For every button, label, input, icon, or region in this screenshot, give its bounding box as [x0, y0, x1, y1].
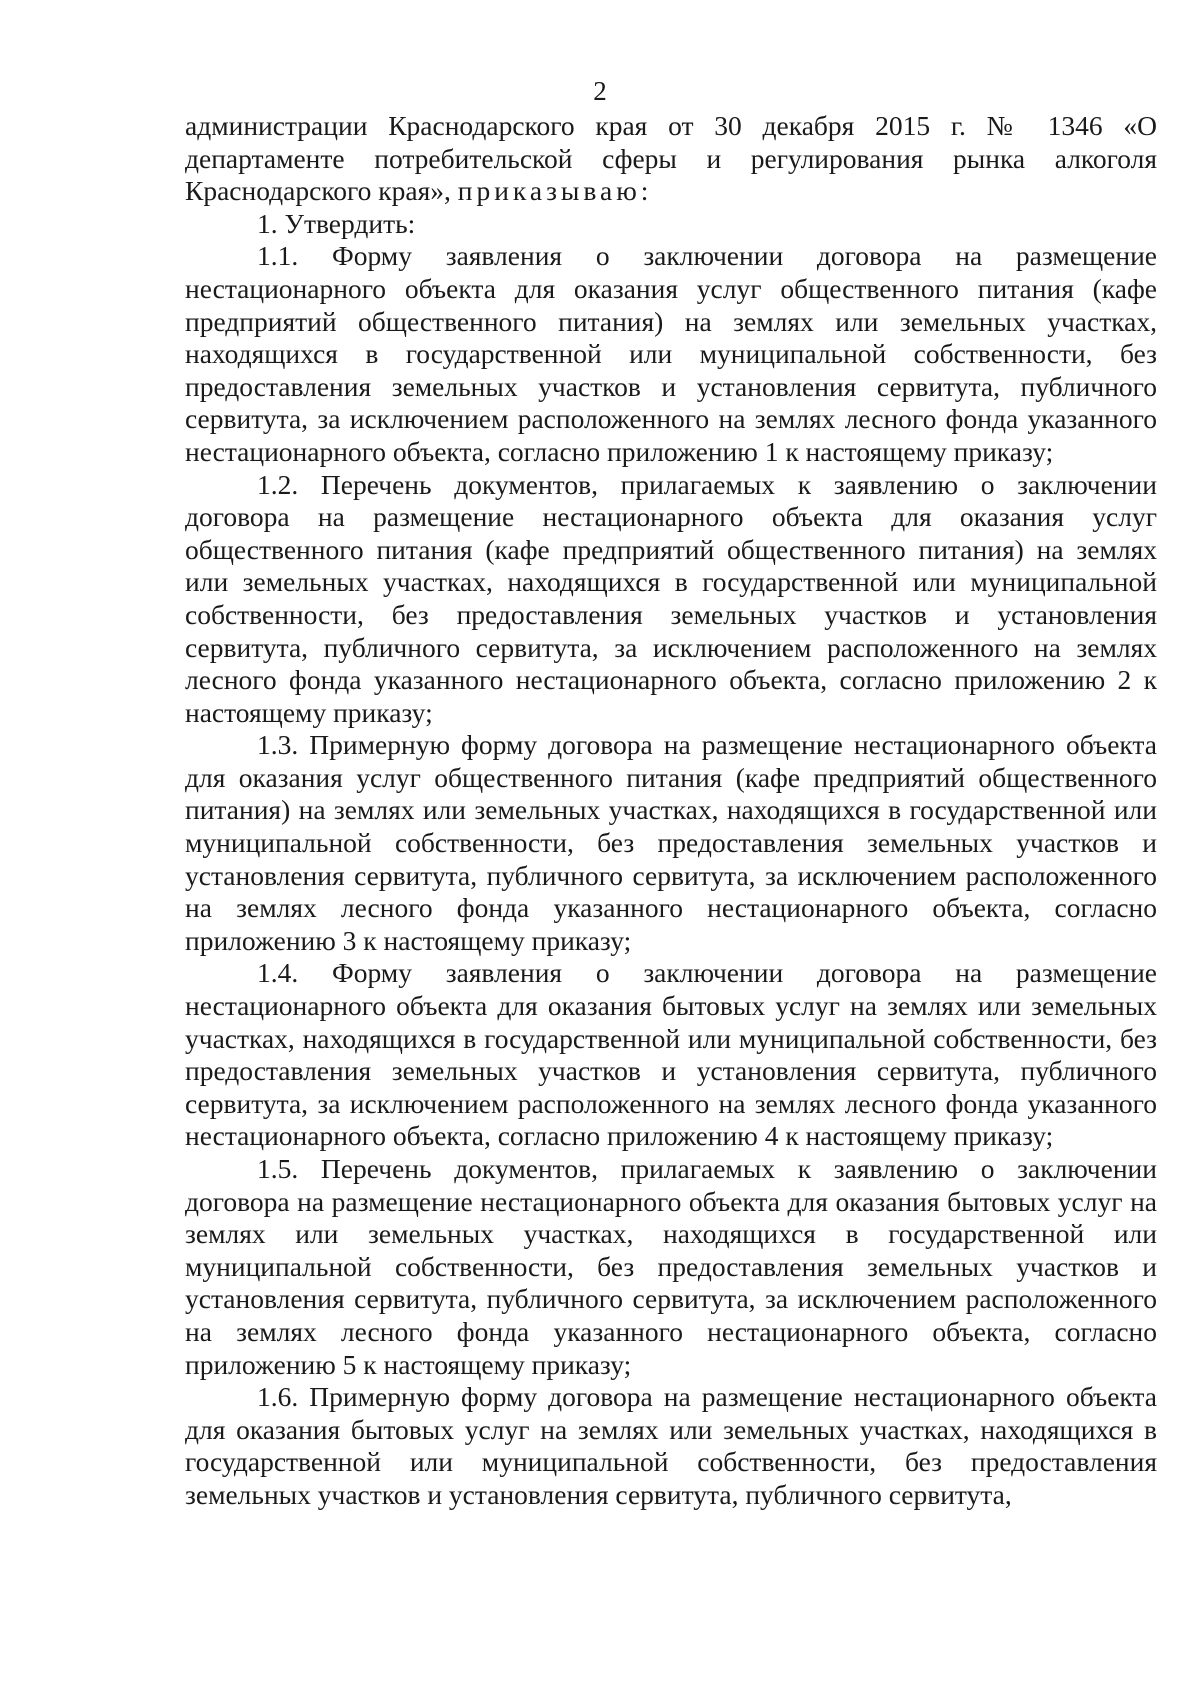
intro-paragraph — [185, 110, 1157, 208]
item-1-4: 1.4. Форму заявления о заключении договора на размещение нестационарного объекта для оказания бытовых услуг на землях или земельных участках, находящихся в государственной или муниципальной собственности, без предоставления земельных участков и установления сервитута, публичного сервитута, за исключением расположенного на землях лесного фонда указанного нестационарного объекта, согласно приложению 4 к настоящему приказу; — [185, 957, 1157, 1152]
item-1-1: 1.1. Форму заявления о заключении договора на размещение нестационарного объекта для оказания услуг общественного питания (кафе предприятий общественного питания) на землях или земельных участках, находящихся в государственной или муниципальной собственности, без предоставления земельных участков и установления сервитута, публичного сервитута, за исключением расположенного на землях лесного фонда указанного нестационарного объекта, согласно приложению 1 к настоящему приказу; — [185, 240, 1157, 467]
page-number: 2 — [593, 76, 607, 106]
intro-text: администрации Краснодарского края от 30 декабря 2015 г. № 1346 «О департаменте потребительской сферы и регулирования рынка алкоголя Краснодарского края», — [185, 110, 1157, 207]
item-1-5: 1.5. Перечень документов, прилагаемых к заявлению о заключении договора на размещение нестационарного объекта для оказания бытовых услуг на землях или земельных участках, находящихся в государственной или муниципальной собственности, без предоставления земельных участков и установления сервитута, публичного сервитута, за исключением расположенного на землях лесного фонда указанного нестационарного объекта, согласно приложению 5 к настоящему приказу; — [185, 1153, 1157, 1380]
item-1-3: 1.3. Примерную форму договора на размещение нестационарного объекта для оказания услуг общественного питания (кафе предприятий общественного питания) на землях или земельных участках, находящихся в государственной или муниципальной собственности, без предоставления земельных участков и установления сервитута, публичного сервитута, за исключением расположенного на землях лесного фонда указанного нестационарного объекта, согласно приложению 3 к настоящему приказу; — [185, 729, 1157, 956]
document-body — [185, 110, 1157, 1512]
order-keyword: приказываю: — [457, 175, 653, 207]
item-1-2: 1.2. Перечень документов, прилагаемых к заявлению о заключении договора на размещение нестационарного объекта для оказания услуг общественного питания (кафе предприятий общественного питания) на землях или земельных участках, находящихся в государственной или муниципальной собственности, без предоставления земельных участков и установления сервитута, публичного сервитута, за исключением расположенного на землях лесного фонда указанного нестационарного объекта, согласно приложению 2 к настоящему приказу; — [185, 468, 1157, 728]
item-1-6: 1.6. Примерную форму договора на размещение нестационарного объекта для оказания бытовых услуг на землях или земельных участках, находящихся в государственной или муниципальной собственности, без предоставления земельных участков и установления сервитута, публичного сервитута, — [185, 1381, 1157, 1510]
item-1: 1. Утвердить: — [257, 207, 416, 239]
